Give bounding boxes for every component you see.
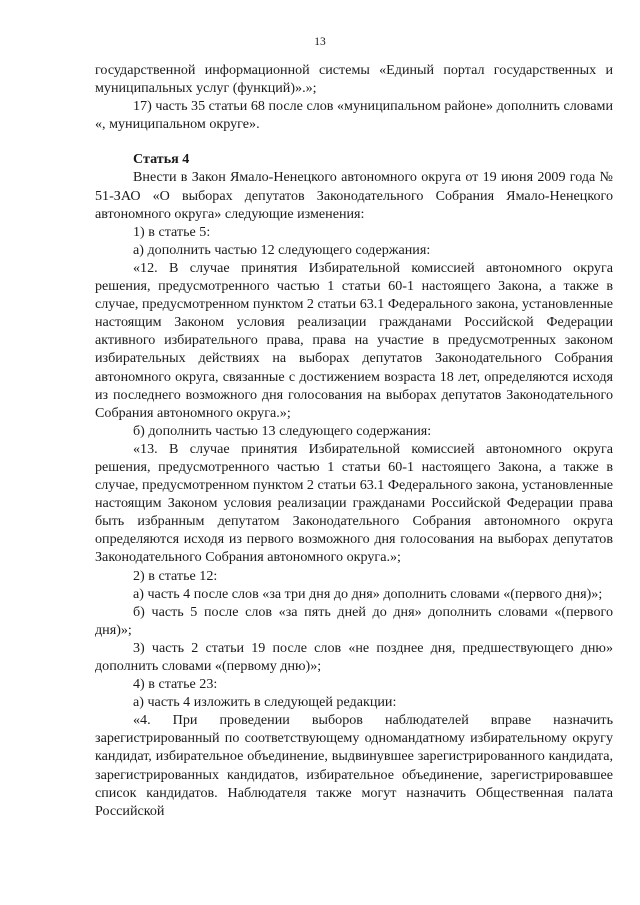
paragraph-intro: Внести в Закон Ямало-Ненецкого автономного округа от 19 июня 2009 года № 51-ЗАО «О выборах депутатов Законодательного Собрания Ямало-Ненецкого автономного округа» следующие изменения: [95, 169, 613, 222]
paragraph-item-1a: а) дополнить частью 12 следующего содержания: [133, 241, 431, 258]
paragraph-item-1b: б) дополнить частью 13 следующего содержания: [133, 422, 432, 439]
paragraph-item-4: 4) в статье 23: [133, 676, 218, 693]
paragraph-item-2a: а) часть 4 после слов «за три дня до дня» дополнить словами «(первого дня)»; [133, 585, 603, 602]
page-number: 13 [314, 36, 326, 48]
paragraph-item-3: 3) часть 2 статьи 19 после слов «не позднее дня, предшествующего дню» дополнить словами «(первому дню)»; [95, 639, 613, 674]
paragraph-item-2b: б) часть 5 после слов «за пять дней до дня» дополнить словами «(первого дня)»; [95, 603, 613, 638]
article-heading: Статья 4 [133, 151, 190, 168]
paragraph-part-12: «12. В случае принятия Избирательной комиссией автономного округа решения, предусмотренного частью 1 статьи 60-1 настоящего Закона, а также в случае, предусмотренном пунктом 2 статьи 63.1 Федерального закона, установленные настоящим Законом условия реализации гражданами Российской Федерации активного избирательного права, права на участие в предусмотренных законом избирательных действиях на выборах депутатов Законодательного Собрания автономного округа, связанные с достижением возраста 18 лет, определяются исходя из последнего возможного дня голосования на выборах депутатов Законодательного Собрания автономного округа.»; [95, 259, 613, 421]
paragraph-continuation: государственной информационной системы «Единый портал государственных и муниципальных услуг (функций)».»; [95, 62, 613, 97]
document-body [95, 61, 613, 820]
paragraph-item-2: 2) в статье 12: [133, 567, 218, 584]
paragraph-item-1: 1) в статье 5: [133, 223, 211, 240]
paragraph-part-4: «4. При проведении выборов наблюдателей вправе назначить зарегистрированный по соответствующему одномандатному избирательному округу кандидат, избирательное объединение, выдвинувшее зарегистрированного кандидата, зарегистрированных кандидатов, избирательное объединение, зарегистрировавшее список кандидатов. Наблюдателя также могут назначить Общественная палата Российской [95, 712, 613, 819]
paragraph-item-17: 17) часть 35 статьи 68 после слов «муниципальном районе» дополнить словами «, муниципальном округе». [95, 98, 613, 133]
paragraph-item-4a: а) часть 4 изложить в следующей редакции: [133, 694, 397, 711]
paragraph-part-13: «13. В случае принятия Избирательной комиссией автономного округа решения, предусмотренного частью 1 статьи 60-1 настоящего Закона, а также в случае, предусмотренном пунктом 2 статьи 63.1 Федерального закона, установленные настоящим Законом условия реализации гражданами Российской Федерации права быть избранным депутатом Законодательного Собрания автономного округа определяются исходя из первого возможного дня голосования на выборах депутатов Законодательного Собрания автономного округа.»; [95, 440, 613, 566]
